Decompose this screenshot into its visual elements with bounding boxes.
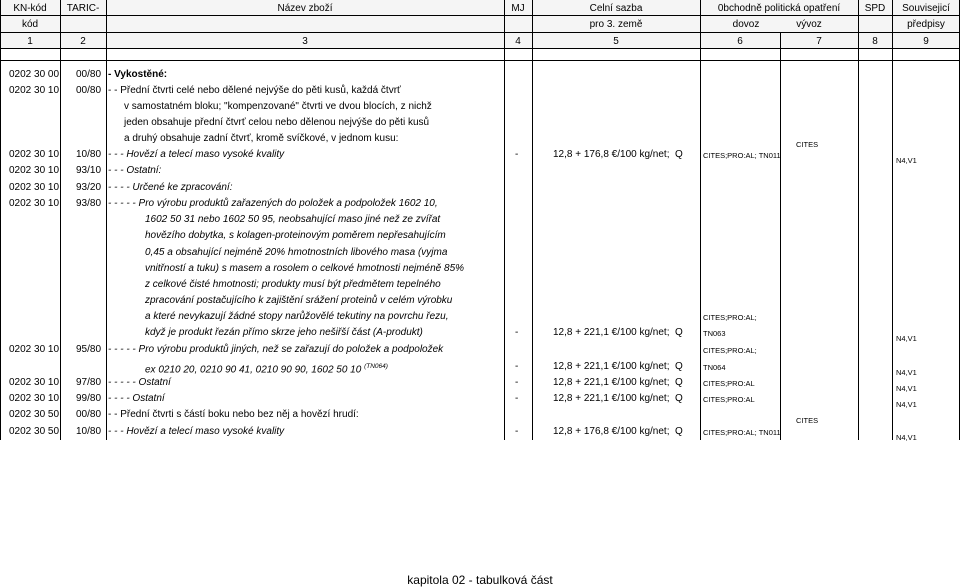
col-num-5: 5 — [613, 36, 619, 47]
import-measures: TN063 — [703, 329, 726, 338]
duty-rate: 12,8 + 221,1 €/100 kg/net; Q — [553, 377, 683, 388]
col-num-3: 3 — [302, 36, 308, 47]
mj-value: - — [515, 327, 519, 338]
header-celni-sazba: Celní sazba — [589, 3, 643, 14]
cites-label: CITES — [796, 140, 819, 149]
kn-code: 0202 30 10 — [9, 85, 60, 96]
taric-code: 10/80 — [76, 426, 102, 437]
spd-value: N4,V1 — [896, 400, 917, 409]
goods-description-text: - - - - Určené ke zpracování: — [108, 182, 233, 193]
goods-description-text: - - - Hovězí a telecí maso vysoké kvality — [108, 149, 285, 160]
import-measures: TN064 — [703, 363, 726, 372]
goods-description-text: - - - - Ostatní — [108, 393, 165, 404]
import-measures: CITES;PRO:AL — [703, 395, 755, 404]
goods-description — [108, 198, 438, 210]
header-pro-3-zeme: pro 3. země — [589, 19, 643, 30]
goods-description-text: ex 0210 20, 0210 90 41, 0210 90 90, 1602 50 10 — [145, 364, 362, 376]
spd-value: N4,V1 — [896, 156, 917, 165]
goods-description — [124, 133, 398, 145]
kn-code: 0202 30 10 — [9, 182, 60, 193]
header-rule-1 — [0, 15, 960, 16]
goods-description-text: a které nevykazují žádné stopy narůžovělé tekutiny na povrchu řezu, — [145, 311, 449, 322]
spd-value: N4,V1 — [896, 334, 917, 343]
header-rule-3 — [0, 48, 960, 49]
mj-value: - — [515, 361, 519, 372]
goods-description — [124, 117, 429, 129]
col-line-0 — [0, 0, 1, 440]
header-vyvoz: vývoz — [796, 19, 822, 30]
col-num-7: 7 — [816, 36, 822, 47]
taric-code: 93/20 — [76, 182, 102, 193]
import-measures: CITES;PRO:AL — [703, 379, 755, 388]
taric-code: 95/80 — [76, 344, 102, 355]
taric-code: 93/80 — [76, 198, 102, 209]
col-line-7 — [858, 0, 859, 440]
kn-code: 0202 30 10 — [9, 377, 60, 388]
col-line-3 — [504, 0, 505, 440]
import-measures: CITES;PRO:AL; TN011 — [703, 428, 781, 437]
col-num-9: 9 — [923, 36, 929, 47]
duty-rate: 12,8 + 176,8 €/100 kg/net; Q — [553, 149, 683, 160]
kn-code: 0202 30 10 — [9, 198, 60, 209]
goods-description — [124, 101, 432, 113]
goods-description — [145, 214, 440, 226]
goods-description-text: z celkové čisté hmotnosti; produkty musí být předmětem tepelného — [145, 279, 441, 290]
spd-value: N4,V1 — [896, 433, 917, 442]
goods-description-text: a druhý obsahuje zadní čtvrť, kromě svíčkové, v jednom kusu: — [124, 133, 399, 144]
kn-code: 0202 30 10 — [9, 344, 60, 355]
col-num-2: 2 — [80, 36, 86, 47]
goods-description — [108, 426, 284, 438]
goods-description — [145, 311, 449, 323]
duty-rate: 12,8 + 221,1 €/100 kg/net; Q — [553, 361, 683, 372]
goods-description-text: 0,45 a obsahující nejméně 20% hmotnostních libového masa (vyjma — [145, 247, 448, 258]
duty-rate: 12,8 + 221,1 €/100 kg/net; Q — [553, 393, 683, 404]
header-dovoz: dovoz — [732, 19, 760, 30]
header-rule-2 — [0, 32, 960, 33]
col-line-5 — [700, 0, 701, 440]
goods-description — [145, 279, 441, 291]
header-kn-kod: KN-kód — [13, 3, 47, 14]
header-souvisejici: Souvisejicí — [902, 3, 950, 14]
kn-code: 0202 30 10 — [9, 149, 60, 160]
duty-rate: 12,8 + 221,1 €/100 kg/net; Q — [553, 327, 683, 338]
header-obchodne-politicka-opatreni: 0bchodně politická opatření — [717, 3, 841, 14]
taric-code: 00/80 — [76, 85, 102, 96]
goods-description-text: hovězího dobytka, s kolagen-proteinovým poměrem nepřesahujícím — [145, 230, 446, 241]
goods-description — [145, 327, 423, 339]
goods-description-text: zpracování postačujícího k zajištění srážení proteinů v celém výrobku — [145, 295, 453, 306]
kn-code: 0202 30 50 — [9, 409, 60, 420]
goods-description-text: 1602 50 31 nebo 1602 50 95, neobsahující maso jiné než ze zvířat — [145, 214, 441, 225]
spd-value: N4,V1 — [896, 368, 917, 377]
goods-description — [145, 247, 447, 259]
import-measures: CITES;PRO:AL; — [703, 346, 757, 355]
goods-description — [108, 149, 284, 161]
kn-code: 0202 30 00 — [9, 69, 60, 80]
header-taric: TARIC- — [66, 3, 100, 14]
taric-code: 00/80 — [76, 409, 102, 420]
mj-value: - — [515, 149, 519, 160]
mj-value: - — [515, 377, 519, 388]
goods-description-text: - - - - - Pro výrobu produktů zařazených do položek a podpoložek 1602 10, — [108, 198, 438, 209]
goods-description — [108, 409, 359, 421]
import-measures: CITES;PRO:AL; — [703, 313, 757, 322]
header-spd: SPD — [864, 3, 886, 14]
header-kod: kód — [21, 19, 39, 30]
goods-description — [145, 361, 388, 376]
import-measures: CITES;PRO:AL; TN011 — [703, 151, 781, 160]
header-nazev-zbozi: Název zboží — [277, 3, 333, 14]
header-predpisy: předpisy — [907, 19, 945, 30]
goods-description-text: - - - - - Pro výrobu produktů jiných, než se zařazují do položek a podpoložek — [108, 344, 444, 355]
spd-value: N4,V1 — [896, 384, 917, 393]
goods-description — [145, 230, 446, 242]
goods-description-text: - - - Ostatní: — [108, 165, 162, 176]
goods-description — [145, 295, 452, 307]
mj-value: - — [515, 426, 519, 437]
col-num-1: 1 — [27, 36, 33, 47]
header-mj: MJ — [511, 3, 525, 14]
goods-description-text: - - Přední čtvrti s částí boku nebo bez něj a hovězí hrudí: — [108, 409, 359, 420]
kn-code: 0202 30 10 — [9, 165, 60, 176]
col-num-8: 8 — [872, 36, 878, 47]
goods-description-text: jeden obsahuje přední čtvrť celou nebo dělenou nejvýše do pěti kusů — [124, 117, 430, 128]
col-line-6 — [780, 32, 781, 440]
goods-description-text: vnitřností a tuku) s masem a rosolem o celkové hmotnosti nejméně 85% — [145, 263, 465, 274]
taric-code: 97/80 — [76, 377, 102, 388]
goods-description — [108, 85, 401, 97]
col-num-6: 6 — [737, 36, 743, 47]
body-top-rule — [0, 60, 960, 61]
goods-description-text: - - - - - Ostatní — [108, 377, 171, 388]
goods-description-text: - - - Hovězí a telecí maso vysoké kvality — [108, 426, 285, 437]
goods-description — [108, 393, 165, 405]
goods-description-text: když je produkt řezán přímo skrze jeho nešiřší část (A-produkt) — [145, 327, 423, 338]
col-line-8 — [892, 0, 893, 440]
goods-description-text: v samostatném bloku; "kompenzované" čtvrti ve dvou blocích, z nichž — [124, 101, 432, 112]
goods-description — [108, 182, 232, 194]
col-line-1 — [60, 0, 61, 440]
taric-code: 99/80 — [76, 393, 102, 404]
taric-code: 10/80 — [76, 149, 102, 160]
taric-code: 00/80 — [76, 69, 102, 80]
goods-description — [108, 377, 171, 389]
mj-value: - — [515, 393, 519, 404]
kn-code: 0202 30 10 — [9, 393, 60, 404]
goods-description — [145, 263, 464, 275]
footnote-ref: (TN064) — [364, 363, 388, 370]
taric-code: 93/10 — [76, 165, 102, 176]
goods-description — [108, 69, 167, 81]
goods-description — [108, 344, 443, 356]
goods-description-text: - - Přední čtvrti celé nebo dělené nejvýše do pěti kusů, každá čtvrť — [108, 85, 401, 96]
col-num-4: 4 — [515, 36, 521, 47]
cites-label: CITES — [796, 416, 819, 425]
goods-description — [108, 165, 161, 177]
goods-description-text: - Vykostěné: — [108, 69, 168, 80]
page-footer: kapitola 02 - tabulková část — [407, 573, 553, 587]
col-line-4 — [532, 0, 533, 440]
kn-code: 0202 30 50 — [9, 426, 60, 437]
duty-rate: 12,8 + 176,8 €/100 kg/net; Q — [553, 426, 683, 437]
col-line-2 — [106, 0, 107, 440]
